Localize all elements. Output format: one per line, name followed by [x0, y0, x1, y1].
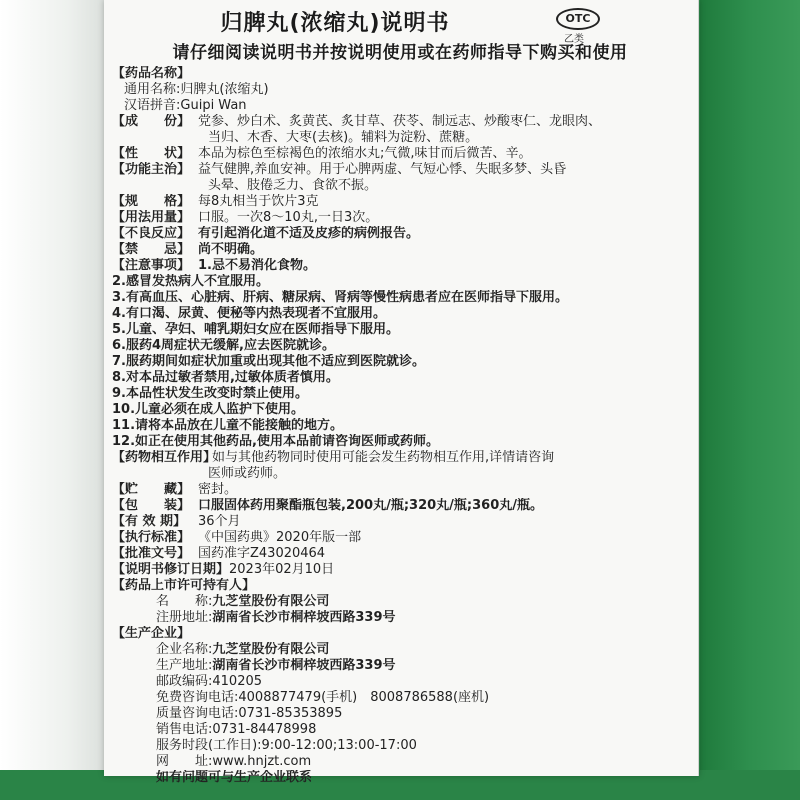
- precaution-item: 4.有口渴、尿黄、便秘等内热表现者不宜服用。: [112, 306, 386, 321]
- ingredients-row: 【成 份】 党参、炒白术、炙黄芪、炙甘草、茯苓、制远志、炒酸枣仁、龙眼肉、: [112, 114, 602, 129]
- document-title: 归脾丸(浓缩丸)说明书: [220, 11, 450, 36]
- contact-footer: 如有问题可与生产企业联系: [156, 770, 313, 785]
- indications-row-cont: 头晕、肢倦乏力、食欲不振。: [208, 178, 378, 193]
- holder-section: 【药品上市许可持有人】: [112, 578, 256, 593]
- precaution-item: 6.服药4周症状无缓解,应去医院就诊。: [112, 338, 335, 353]
- interactions-row: 【药物相互作用】如与其他药物同时使用可能会发生药物相互作用,详情请咨询: [112, 450, 555, 465]
- precaution-item: 11.请将本品放在儿童不能接触的地方。: [112, 418, 344, 433]
- website-row: 网 址:www.hnjzt.com: [156, 754, 312, 769]
- properties-row: 【性 状】 本品为棕色至棕褐色的浓缩水丸;气微,味甘而后微苦、辛。: [112, 146, 532, 161]
- dosage-row: 【用法用量】 口服。一次8～10丸,一日3次。: [112, 210, 379, 225]
- precautions-row: 【注意事项】 1.忌不易消化食物。: [112, 258, 316, 273]
- precaution-item: 7.服药期间如症状加重或出现其他不适应到医院就诊。: [112, 354, 425, 369]
- interactions-row-cont: 医师或药师。: [208, 466, 287, 481]
- drug-name-section: 【药品名称】: [112, 66, 191, 81]
- precaution-item: 10.儿童必须在成人监护下使用。: [112, 402, 305, 417]
- precaution-item: 9.本品性状发生改变时禁止使用。: [112, 386, 308, 401]
- pinyin-row: 汉语拼音:Guipi Wan: [124, 98, 247, 113]
- left-background: [0, 0, 112, 800]
- leaflet-content: [112, 66, 692, 786]
- zip-row: 邮政编码:410205: [156, 674, 263, 689]
- validity-row: 【有 效 期】 36个月: [112, 514, 241, 529]
- revision-row: 【说明书修订日期】2023年02月10日: [112, 562, 335, 577]
- approval-row: 【批准文号】 国药准字Z43020464: [112, 546, 326, 561]
- holder-name-row: 名 称:九芝堂股份有限公司: [156, 594, 330, 609]
- otc-class-label: 乙类: [564, 34, 584, 45]
- precaution-item: 3.有高血压、心脏病、肝病、糖尿病、肾病等慢性病患者应在医师指导下服用。: [112, 290, 568, 305]
- common-name-row: 通用名称:归脾丸(浓缩丸): [124, 82, 269, 97]
- hotline-row: 免费咨询电话:4008877479(手机) 8008786588(座机): [156, 690, 490, 705]
- manufacturer-name-row: 企业名称:九芝堂股份有限公司: [156, 642, 330, 657]
- indications-row: 【功能主治】 益气健脾,养血安神。用于心脾两虚、气短心悸、失眠多梦、头昏: [112, 162, 567, 177]
- specification-row: 【规 格】 每8丸相当于饮片3克: [112, 194, 319, 209]
- ingredients-row-cont: 当归、木香、大枣(去核)。辅料为淀粉、蔗糖。: [208, 130, 479, 145]
- sales-phone-row: 销售电话:0731-84478998: [156, 722, 317, 737]
- precaution-item: 8.对本品过敏者禁用,过敏体质者慎用。: [112, 370, 339, 385]
- holder-address-row: 注册地址:湖南省长沙市桐梓坡西路339号: [156, 610, 396, 625]
- precaution-item: 5.儿童、孕妇、哺乳期妇女应在医师指导下服用。: [112, 322, 399, 337]
- manufacturer-section: 【生产企业】: [112, 626, 191, 641]
- package-row: 【包 装】 口服固体药用聚酯瓶包装,200丸/瓶;320丸/瓶;360丸/瓶。: [112, 498, 543, 513]
- adverse-row: 【不良反应】 有引起消化道不适及皮疹的病例报告。: [112, 226, 420, 241]
- storage-row: 【贮 藏】 密封。: [112, 482, 238, 497]
- right-background: [700, 0, 800, 800]
- precaution-item: 12.如正在使用其他药品,使用本品前请咨询医师或药师。: [112, 434, 439, 449]
- quality-phone-row: 质量咨询电话:0731-85353895: [156, 706, 343, 721]
- document-subtitle: 请仔细阅读说明书并按说明使用或在药师指导下购买和使用: [172, 43, 628, 63]
- standard-row: 【执行标准】 《中国药典》2020年版一部: [112, 530, 362, 545]
- otc-badge: OTC: [556, 8, 600, 30]
- manufacturer-address-row: 生产地址:湖南省长沙市桐梓坡西路339号: [156, 658, 396, 673]
- contraindications-row: 【禁 忌】 尚不明确。: [112, 242, 264, 257]
- service-hours-row: 服务时段(工作日):9:00-12:00;13:00-17:00: [156, 738, 417, 753]
- precaution-item: 2.感冒发热病人不宜服用。: [112, 274, 269, 289]
